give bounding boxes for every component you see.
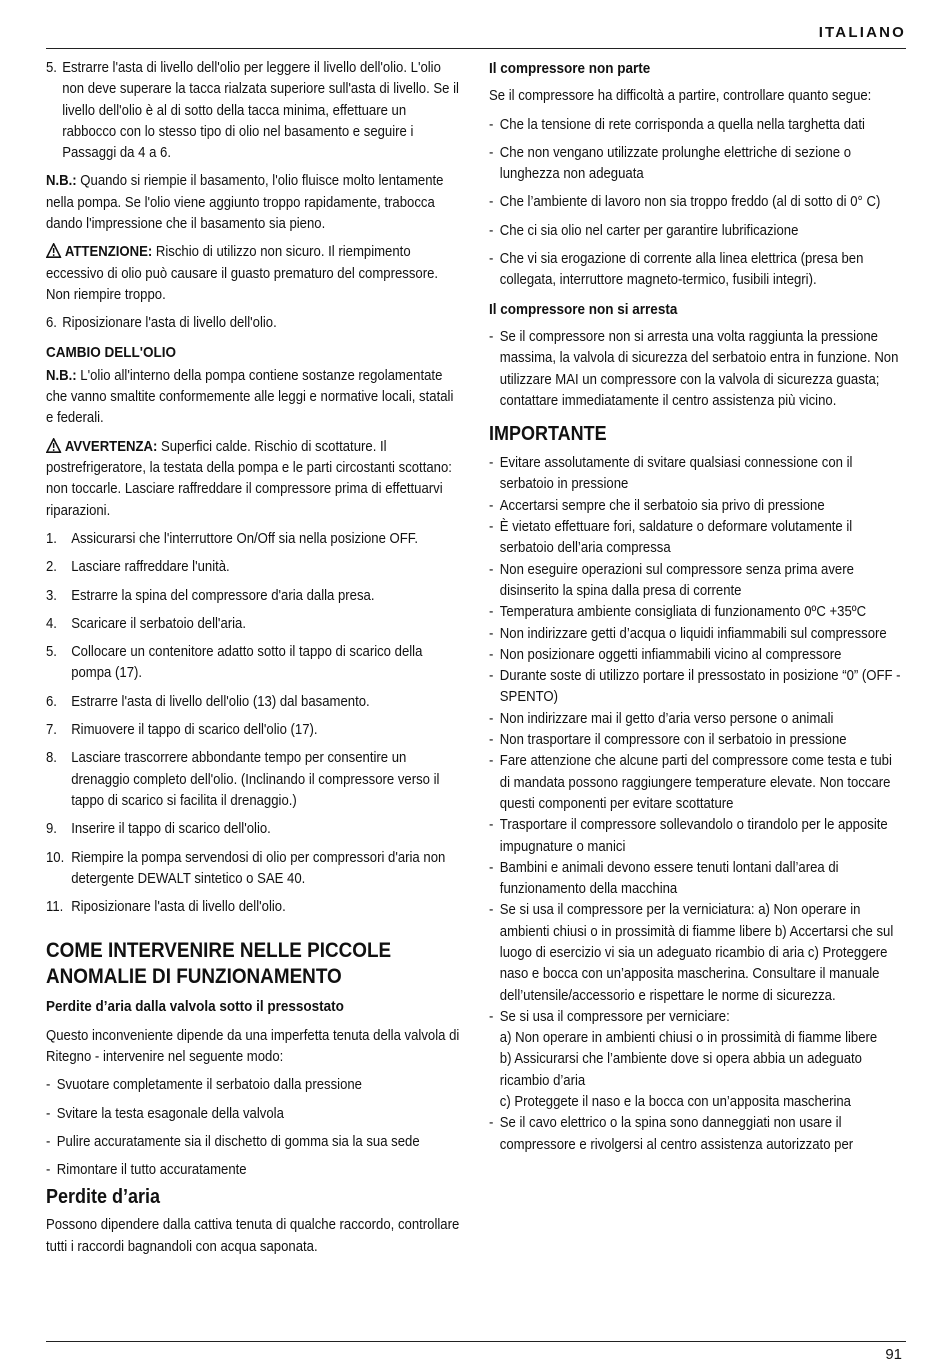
step-5-check-oil: 5. Estrarre l'asta di livello dell'olio per leggere il livello dell'olio. L'olio non deve superare la tacca rialzata superiore sull'asta di livello. Se il livello dell'olio è al di sotto della tacca minima, effettuare un rabbocco con lo stesso tipo di olio nel basamento e seguire i Passaggi da 4 a 6. — [46, 60, 459, 162]
list-item: - Svuotare completamente il serbatoio dalla pressione — [46, 1077, 362, 1094]
list-item: - Evitare assolutamente di svitare qualsiasi connessione con il serbatoio in pressione — [489, 455, 853, 493]
oil-step: 11. Riposizionare l'asta di livello dell'olio. — [46, 899, 286, 916]
oil-step: 8. Lasciare trascorrere abbondante tempo per consentire un drenaggio completo dell'olio. (Inclinando il compressore verso il tappo di scarico si facilita il drenaggio.) — [46, 750, 440, 809]
list-item: - Che ci sia olio nel carter per garantire lubrificazione — [489, 222, 799, 239]
list-item: - Svitare la testa esagonale della valvola — [46, 1105, 284, 1122]
oil-step: 3. Estrarre la spina del compressore d'aria dalla presa. — [46, 587, 375, 604]
important-list — [489, 453, 903, 1156]
oil-step: 9. Inserire il tappo di scarico dell'olio. — [46, 821, 271, 838]
note-disposal: N.B.: L'olio all'interno della pompa contiene sostanze regolamentate che vanno smaltite conformemente alle leggi e normative locali, statali e federali. — [46, 367, 454, 427]
oil-step: 10. Riempire la pompa servendosi di olio per compressori d'aria non detergente DEWALT sintetico o SAE 40. — [46, 849, 446, 887]
oil-change-heading: CAMBIO DELL'OLIO — [46, 343, 176, 361]
language-header: ITALIANO — [818, 24, 906, 41]
list-item-paint: - Se si usa il compressore per verniciare: a) Non operare in ambienti chiusi o in prossimità di fiamme libere b) Assicurarsi che l’ambiente dove si opera abbia un adeguato ricambio d’aria c) Proteggete il naso e la bocca con un’apposita mascherina — [489, 1008, 878, 1111]
list-item: - Non trasportare il compressore con il serbatoio in pressione — [489, 732, 847, 749]
note-fill: N.B.: Quando si riempie il basamento, l'olio fluisce molto lentamente nella pompa. Se l'olio viene aggiunto troppo rapidamente, trabocca dando l'impressione che il basamento sia pieno. — [46, 173, 444, 233]
oil-step: 7. Rimuovere il tappo di scarico dell'olio (17). — [46, 722, 318, 739]
oil-step: 2. Lasciare raffreddare l'unità. — [46, 559, 230, 576]
air-leaks-text: Possono dipendere dalla cattiva tenuta di qualche raccordo, controllare tutti i raccordi bagnandoli con acqua saponata. — [46, 1217, 460, 1255]
oil-step: 5. Collocare un contenitore adatto sotto il tappo di scarico della pompa (17). — [46, 644, 423, 682]
important-heading: IMPORTANTE — [489, 423, 607, 446]
list-item: - Che vi sia erogazione di corrente alla linea elettrica (presa ben collegata, interruttore magneto-termico, fusibili integri). — [489, 251, 864, 289]
list-item: - Se il cavo elettrico o la spina sono danneggiati non usare il compressore e rivolgersi al centro assistenza autorizzato per — [489, 1115, 854, 1153]
list-item: - È vietato effettuare fori, saldature o deformare volutamente il serbatoio dell’aria compressa — [489, 519, 853, 557]
list-item: - Non indirizzare getti d’acqua o liquidi infiammabili sul compressore — [489, 625, 887, 642]
list-item: - Non posizionare oggetti infiammabili vicino al compressore — [489, 646, 842, 663]
valve-leak-heading: Perdite d’aria dalla valvola sotto il pressostato — [46, 998, 344, 1016]
list-item: - Accertarsi sempre che il serbatoio sia privo di pressione — [489, 497, 825, 514]
page-number: 91 — [885, 1346, 902, 1363]
list-item: - Che la tensione di rete corrisponda a quella nella targhetta dati — [489, 116, 865, 133]
list-item: - Fare attenzione che alcune parti del compressore come testa e tubi di mandata possono raggiungere temperature elevate. Non toccare questi componenti per evitare scottature — [489, 753, 892, 812]
no-start-heading: Il compressore non parte — [489, 60, 651, 77]
list-item: - Non indirizzare mai il getto d’aria verso persone o animali — [489, 710, 834, 727]
oil-step: 1. Assicurarsi che l'interruttore On/Off sia nella posizione OFF. — [46, 530, 419, 547]
list-item: - Temperatura ambiente consigliata di funzionamento 0ºC +35ºC — [489, 604, 867, 621]
list-item: - Se il compressore non si arresta una volta raggiunta la pressione massima, la valvola di sicurezza del serbatoio entra in funzione. Non utilizzare MAI un compressore con la valvola di sicurezza guasta; contattare immediatamente il centro assistenza più vicino. — [489, 328, 899, 409]
list-item: - Non eseguire operazioni sul compressore senza prima avere disinserito la spina dalla presa di corrente — [489, 561, 854, 599]
list-item: - Trasportare il compressore sollevandolo o tirandolo per le apposite impugnature o manici — [489, 817, 888, 855]
oil-step: 4. Scaricare il serbatoio dell'aria. — [46, 615, 246, 632]
warning-triangle-icon — [46, 243, 61, 258]
list-item: - Che l’ambiente di lavoro non sia troppo freddo (al di sotto di 0° C) — [489, 194, 881, 211]
list-item: - Rimontare il tutto accuratamente — [46, 1162, 247, 1179]
left-column — [46, 58, 461, 1258]
bottom-rule — [46, 1341, 906, 1342]
troubleshooting-heading: COME INTERVENIRE NELLE PICCOLE ANOMALIE DI FUNZIONAMENTO — [46, 939, 392, 989]
warning-triangle-icon — [46, 438, 61, 453]
warning-note: AVVERTENZA: Superfici calde. Rischio di scottature. Il postrefrigeratore, la testata della pompa e le parti circostanti scottano: non toccarle. Lasciare raffreddare il compressore prima di effettuarvi riparazioni. — [46, 438, 452, 519]
air-leaks-heading: Perdite d’aria — [46, 1186, 161, 1209]
list-item: - Pulire accuratamente sia il dischetto di gomma sia la sua sede — [46, 1133, 420, 1150]
valve-leak-intro: Questo inconveniente dipende da una imperfetta tenuta della valvola di Ritegno - intervenire nel seguente modo: — [46, 1027, 460, 1065]
oil-step: 6. Estrarre l'asta di livello dell'olio (13) dal basamento. — [46, 693, 370, 710]
top-rule — [46, 48, 906, 49]
list-item: - Se si usa il compressore per la verniciatura: a) Non operare in ambienti chiusi o in prossimità di fiamme libere b) Accertarsi che sul luogo di esercizio vi sia un adeguato ricambio di aria c) Proteggere naso e bocca con un’apposita mascherina. Consultare il manuale dell’utensile/accessorio e rispettare le norme di sicurezza. — [489, 902, 894, 1004]
list-item: - Durante soste di utilizzo portare il pressostato in posizione “0” (OFF - SPENTO) — [489, 668, 901, 706]
list-item: - Che non vengano utilizzate prolunghe elettriche di sezione o lunghezza non adeguata — [489, 144, 852, 183]
right-column — [489, 58, 903, 1156]
no-start-intro: Se il compressore ha difficoltà a partire, controllare quanto segue: — [489, 88, 872, 105]
step-6-replace-dipstick: 6. Riposizionare l'asta di livello dell'olio. — [46, 315, 277, 332]
list-item: - Bambini e animali devono essere tenuti lontani dall’area di funzionamento della macchina — [489, 859, 839, 898]
no-stop-heading: Il compressore non si arresta — [489, 300, 678, 318]
attention-note: ATTENZIONE: Rischio di utilizzo non sicuro. Il riempimento eccessivo di olio può causare il guasto prematuro del compressore. Non riempire troppo. — [46, 244, 439, 303]
